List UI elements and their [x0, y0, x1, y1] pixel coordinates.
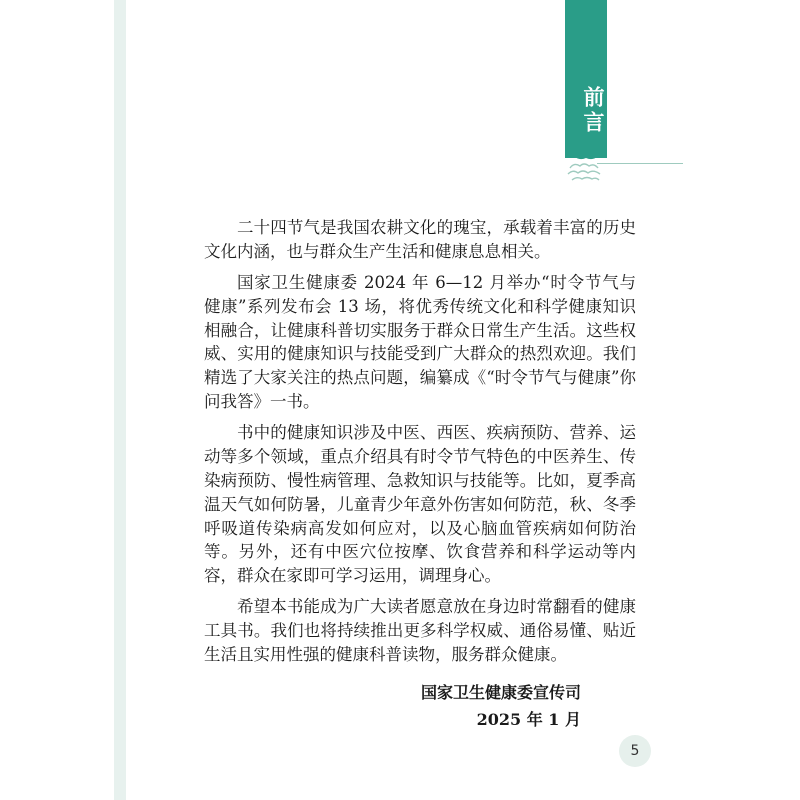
preface-body: [204, 216, 636, 674]
left-margin-strip: [114, 0, 126, 800]
paragraph-4: 希望本书能成为广大读者愿意放在身边时常翻看的健康工具书。我们也将持续推出更多科学权威、通俗易懂、贴近生活且实用性强的健康科普读物，服务群众健康。: [204, 597, 636, 665]
signature-organization: 国家卫生健康委宣传司: [420, 683, 581, 702]
page-number-badge: [619, 735, 651, 767]
paragraph-3: 书中的健康知识涉及中医、西医、疾病预防、营养、运动等多个领域，重点介绍具有时令节气特色的中医养生、传染病预防、慢性病管理、急救知识与技能等。比如，夏季高温天气如何防暑，儿童青少年意外伤害如何防范，秋、冬季呼吸道传染病高发如何应对，以及心脑血管疾病如何防治等。另外，还有中医穴位按摩、饮食营养和科学运动等内容，群众在家即可学习运用，调理身心。: [204, 423, 636, 586]
header-rule: [597, 163, 683, 164]
page-title: 前言: [581, 86, 605, 136]
signature-date: 2025 年 1 月: [476, 710, 581, 729]
page-number: 5: [630, 743, 640, 759]
paragraph-1: 二十四节气是我国农耕文化的瑰宝，承载着丰富的历史文化内涵，也与群众生产生活和健康息息相关。: [204, 218, 636, 261]
paragraph-2: 国家卫生健康委 2024 年 6—12 月举办“时令节气与健康”系列发布会 13 场，将优秀传统文化和科学健康知识相融合，让健康科普切实服务于群众日常生产生活。这些权威、实用的健康知识与技能受到广大群众的热烈欢迎。我们精选了大家关注的热点问题，编纂成《“时令节气与健康”你问我答》一书。: [204, 273, 636, 412]
cloud-ornament-icon: [564, 160, 604, 186]
